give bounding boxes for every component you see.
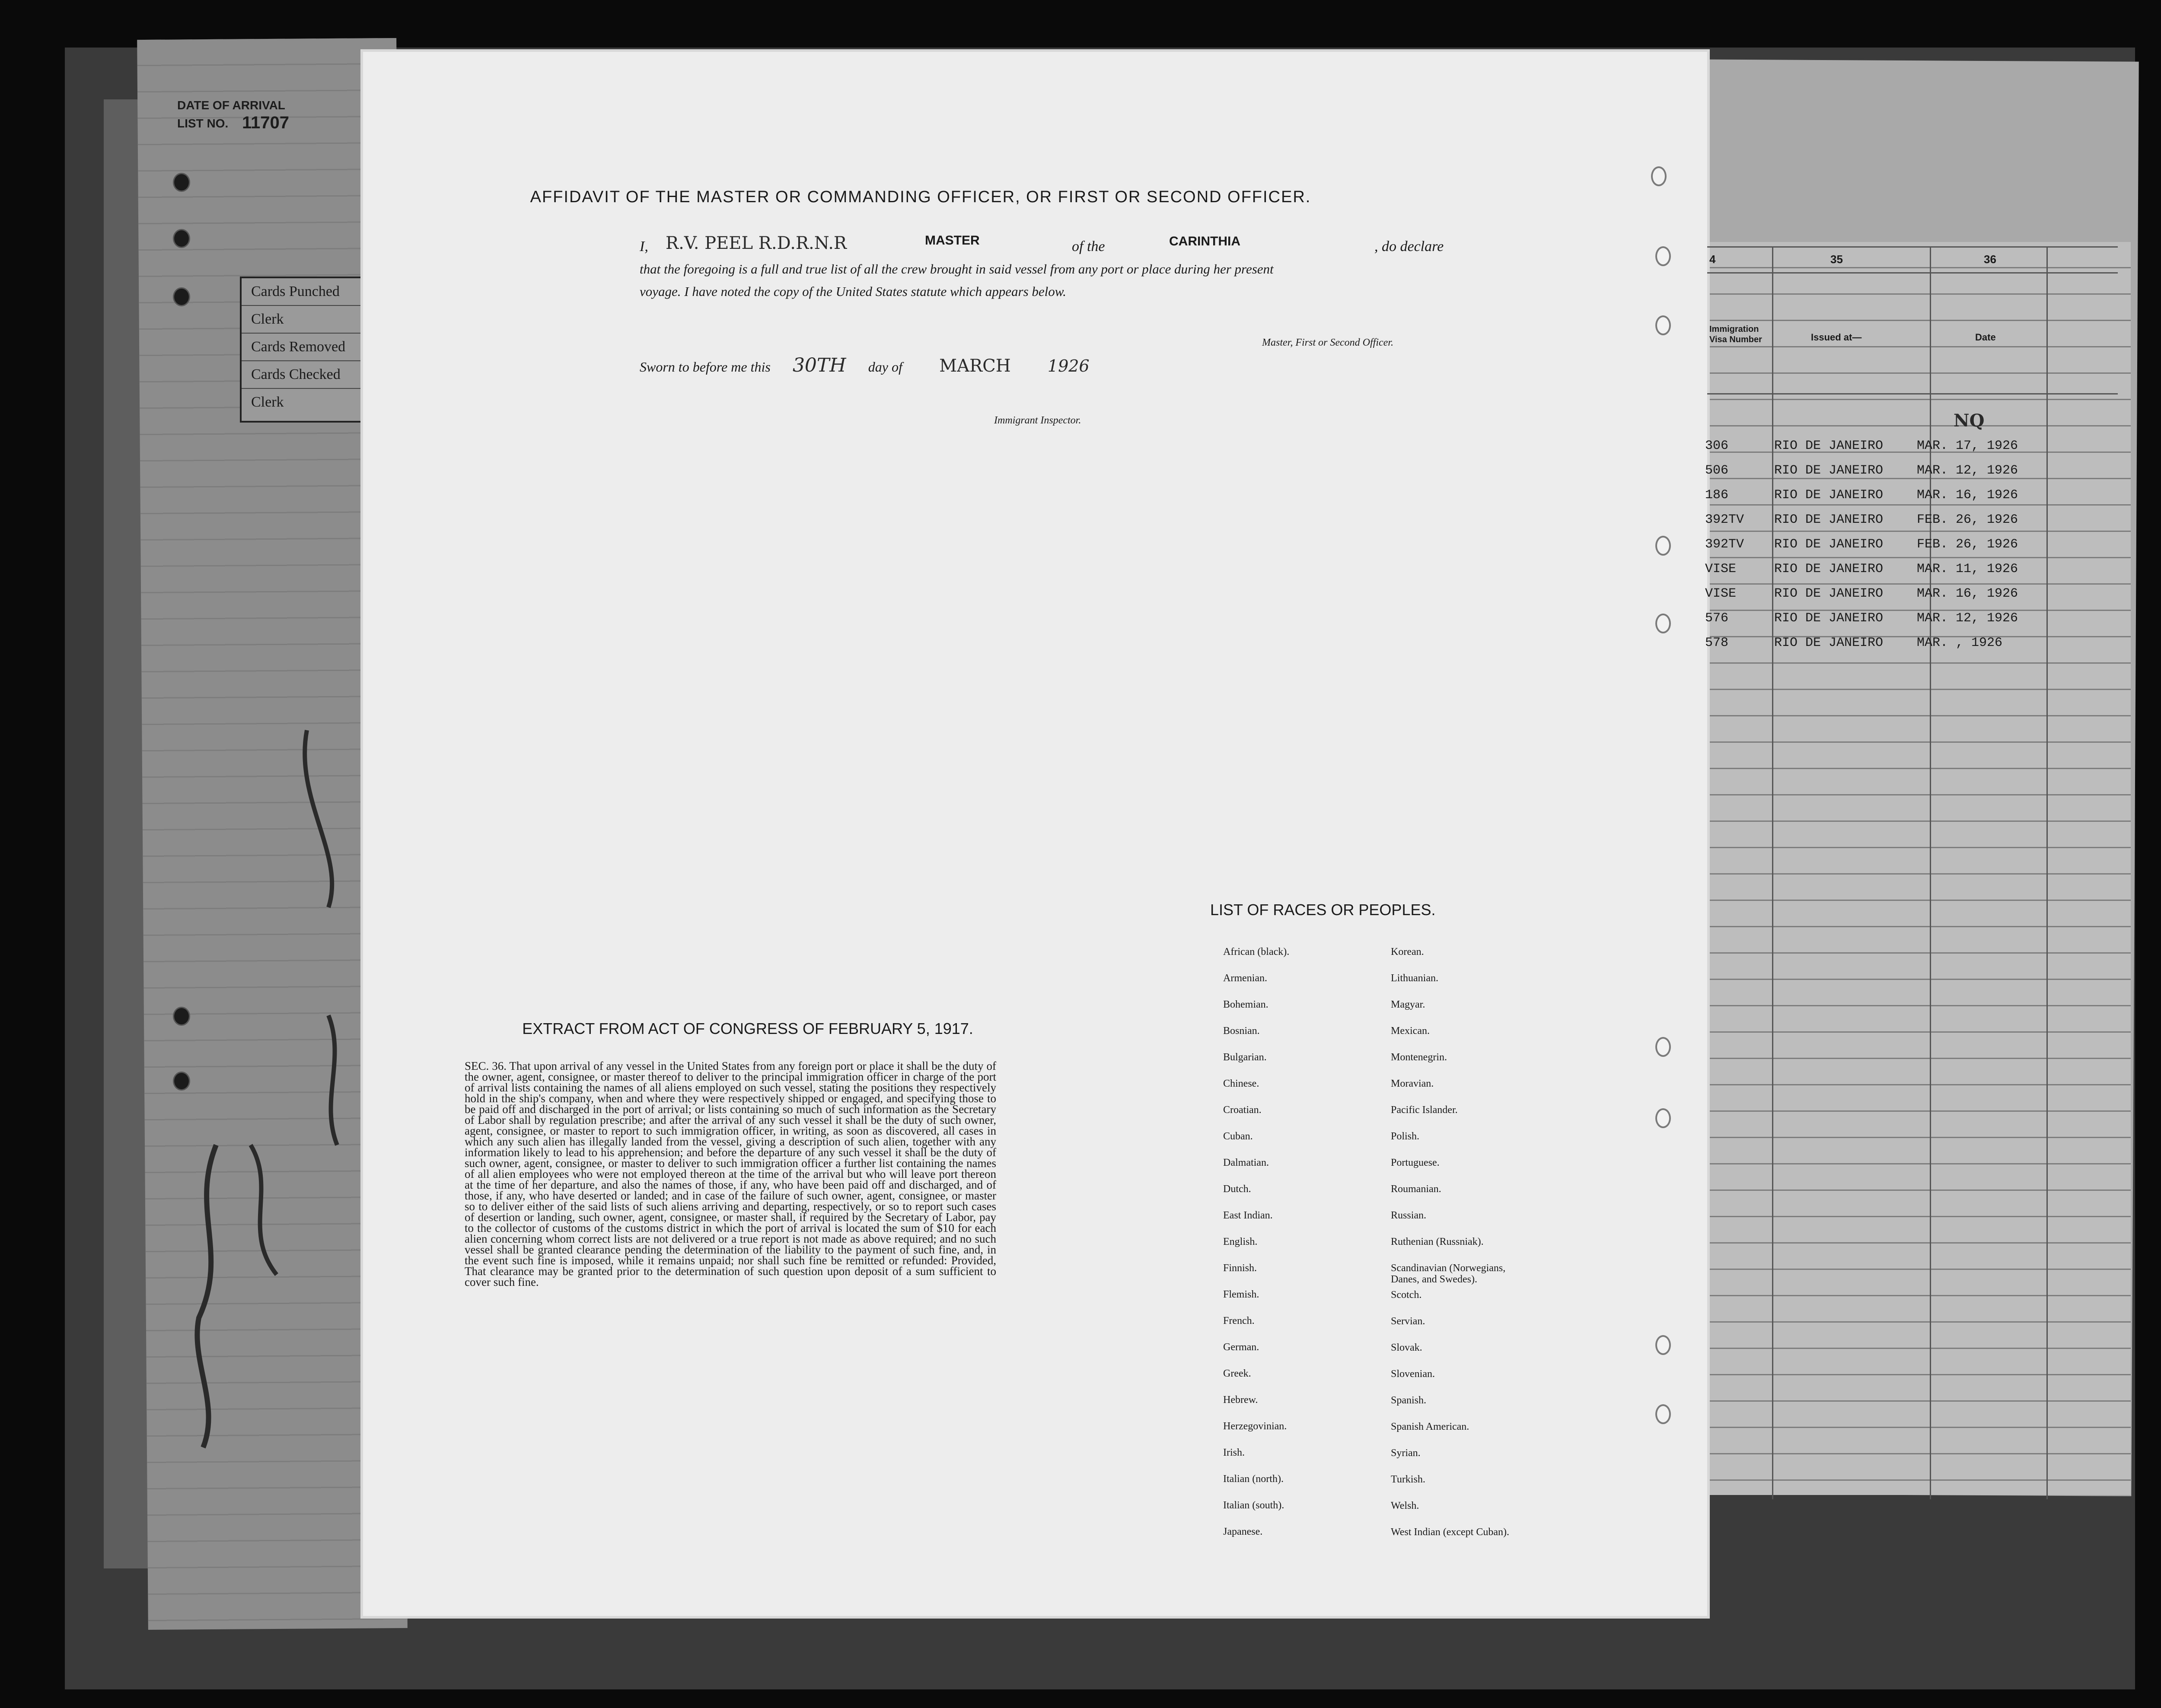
table-row [1705,562,2120,583]
table-cell-visa: 392TV [1705,512,1744,527]
declaration-line-3: voyage. I have noted the copy of the United States statute which appears below. [640,284,1066,299]
declaration-line-2: that the foregoing is a full and true list of all the crew brought in said vessel from any port or place during her present [640,261,1274,277]
declaration [640,235,1461,303]
column-header-visa: Immigration Visa Number [1709,324,1762,344]
race-item: Dalmatian. [1223,1157,1269,1168]
handwritten-scrawl [164,713,363,1469]
signature-caption: Master, First or Second Officer. [1262,337,1393,348]
master-stamp: MASTER [925,233,980,248]
race-item: Japanese. [1223,1526,1263,1537]
table-row [1705,537,2120,559]
punch-hole [1655,246,1671,266]
race-item: Spanish American. [1391,1421,1469,1432]
table-cell-date: MAR. 12, 1926 [1917,611,2018,626]
punch-hole [173,229,190,248]
race-item: Spanish. [1391,1395,1427,1406]
race-item: Scotch. [1391,1289,1422,1301]
table-row [1705,512,2120,534]
race-item: Polish. [1391,1131,1420,1142]
affidavit-title: AFFIDAVIT OF THE MASTER OR COMMANDING OFFICER, OR FIRST OR SECOND OFFICER. [530,188,1311,206]
punch-hole [1655,1108,1671,1128]
table-cell-issued-at: RIO DE JANEIRO [1774,611,1884,626]
inspector-caption: Immigrant Inspector. [994,415,1081,426]
punch-hole [1655,315,1671,335]
race-item: English. [1223,1236,1258,1247]
column-number: 36 [1984,253,1996,266]
race-item: Greek. [1223,1368,1251,1379]
race-item: Flemish. [1223,1289,1259,1300]
cards-box-line: Cards Removed [242,334,367,361]
sworn-line [640,354,1090,376]
table-row [1705,463,2120,485]
table-cell-date: MAR. 12, 1926 [1917,463,2018,478]
officer-name: R.V. PEEL R.D.R.N.R [666,233,847,253]
race-item: Magyar. [1391,999,1425,1010]
race-item: East Indian. [1223,1210,1273,1221]
extract-heading: EXTRACT FROM ACT OF CONGRESS OF FEBRUARY 5, 1917. [522,1020,973,1037]
race-item: Irish. [1223,1447,1245,1458]
race-item: Cuban. [1223,1131,1253,1142]
race-item: Italian (north). [1223,1473,1284,1485]
race-item: Dutch. [1223,1183,1251,1195]
do-declare-label: , do declare [1374,239,1444,254]
nq-annotation: NQ [1954,410,1985,431]
table-cell-date: MAR. , 1926 [1917,636,2003,650]
race-item: Armenian. [1223,973,1267,984]
cards-stamp-box [240,277,369,423]
cards-box-line: Clerk [251,394,284,410]
races-title: LIST OF RACES OR PEOPLES. [1210,901,1436,919]
table-cell-date: FEB. 26, 1926 [1917,512,2018,527]
list-no-label: LIST NO. [177,117,229,130]
date-of-arrival-label: DATE OF ARRIVAL [177,99,285,112]
race-item: Mexican. [1391,1025,1430,1037]
table-cell-date: MAR. 16, 1926 [1917,488,2018,503]
race-item: Bulgarian. [1223,1052,1267,1063]
race-item: Roumanian. [1391,1183,1441,1195]
sworn-day: 30TH [792,354,846,376]
cards-box-line: Cards Punched [242,278,367,306]
table-rule [1707,246,2118,248]
race-item: Pacific Islander. [1391,1104,1458,1116]
sworn-label: Sworn to before me this [640,359,771,375]
table-row [1705,611,2120,633]
punch-hole [173,287,190,306]
sworn-year: 1926 [1047,356,1090,375]
extract-body: SEC. 36. That upon arrival of any vessel in the United States from any foreign port or place it shall be the duty of the owner, agent, consignee, or master thereof to deliver to the principal immigration officer in charge of the port of arrival lists containing the names of all aliens employed on such vessel, stating the positions they respectively hold in the ship's company, when and where they were respectively shipped or engaged, and specifying those to be paid off and discharged in the port of arrival; or lists containing so much of such information as the Secretary of Labor shall by regulation prescribe; and after the arrival of any such vessel it shall be the duty of such owner, agent, consignee, or master to report to such immigration officer, in writing, as soon as discovered, all cases in which any such alien has illegally landed from the vessel, giving a description of such alien, together with any information likely to lead to his apprehension; and before the departure of any such vessel it shall be the duty of such owner, agent, consignee, or master to deliver to such immigration officer a further list containing the names of all alien employees who were not employed thereon at the time of the arrival but who will leave port thereon at the time of her departure, and also the names of those, if any, who have been paid off and discharged, and of those, if any, who have deserted or landed; and in case of the failure of such owner, agent, consignee, or master so to deliver either of the said lists of such aliens arriving and departing, respectively, or so to report such cases of desertion or landing, such owner, agent, consignee, or master shall, if required by the Secretary of Labor, pay to the collector of customs of the customs district in which the port of arrival is located the sum of $10 for each alien concerning whom correct lists are not delivered or a true report is not made as above required; and no such vessel shall be granted clearance pending the determination of the liability to the payment of such fine, and, in the event such fine is imposed, while it remains unpaid; nor shall such fine be remitted or refunded: Provided, That clearance may be granted prior to the determination of such question upon deposit of a sum sufficient to cover such fine. [465,1059,996,1288]
race-item: Chinese. [1223,1078,1259,1089]
race-item: Ruthenian (Russniak). [1391,1236,1484,1247]
table-cell-visa: 578 [1705,636,1729,650]
race-item: Moravian. [1391,1078,1434,1089]
table-column-rule [2046,246,2048,1499]
race-item: African (black). [1223,946,1290,957]
table-cell-issued-at: RIO DE JANEIRO [1774,636,1884,650]
punch-hole [173,1007,190,1026]
sworn-month: MARCH [939,356,1011,376]
right-sheet-ruled [1699,242,2131,1495]
table-row [1705,439,2120,460]
of-the-label: of the [1072,239,1105,254]
race-item: Slovenian. [1391,1368,1435,1380]
race-item: German. [1223,1342,1259,1353]
table-column-rule [1772,246,1773,1499]
punch-hole [1655,1335,1671,1355]
race-item: Portuguese. [1391,1157,1440,1168]
table-cell-issued-at: RIO DE JANEIRO [1774,537,1884,552]
table-cell-visa: 392TV [1705,537,1744,552]
table-cell-date: MAR. 11, 1926 [1917,562,2018,576]
punch-hole [173,173,190,192]
race-item: Syrian. [1391,1447,1421,1459]
i-label: I, [640,239,648,254]
table-cell-visa: VISE [1705,586,1737,601]
race-item: Bohemian. [1223,999,1269,1010]
race-item: Scandinavian (Norwegians, Danes, and Swedes). [1391,1263,1506,1285]
race-item: Korean. [1391,946,1424,957]
table-cell-issued-at: RIO DE JANEIRO [1774,488,1884,503]
table-rule [1707,393,2118,394]
races-column-1 [1223,946,1370,1552]
punch-hole [173,1072,190,1091]
cards-box-line: Cards Checked [242,361,367,389]
race-item: Finnish. [1223,1263,1257,1274]
race-item: Slovak. [1391,1342,1422,1353]
punch-hole [1655,1404,1671,1424]
race-item: French. [1223,1315,1255,1326]
table-cell-visa: 506 [1705,463,1729,478]
race-item: Lithuanian. [1391,973,1438,984]
table-cell-date: MAR. 16, 1926 [1917,586,2018,601]
punch-hole [1651,166,1667,186]
race-item: Croatian. [1223,1104,1262,1116]
race-item: Turkish. [1391,1474,1425,1485]
table-cell-issued-at: RIO DE JANEIRO [1774,439,1884,453]
table-cell-visa: VISE [1705,562,1737,576]
race-item: Russian. [1391,1210,1427,1221]
column-number: 35 [1830,253,1843,266]
table-cell-visa: 186 [1705,488,1729,503]
race-item: Italian (south). [1223,1500,1284,1511]
punch-hole [1655,1037,1671,1057]
column-header-issued-at: Issued at— [1811,332,1862,343]
table-column-rule [1930,246,1931,1499]
table-cell-issued-at: RIO DE JANEIRO [1774,562,1884,576]
day-of-label: day of [868,359,902,375]
column-number: 4 [1709,253,1716,266]
table-row [1705,586,2120,608]
table-rule [1707,272,2118,274]
table-row [1705,636,2120,657]
punch-hole [1655,614,1671,633]
table-cell-visa: 306 [1705,439,1729,453]
vessel-name: CARINTHIA [1169,234,1240,248]
cards-box-line: Clerk [242,306,367,334]
table-cell-date: MAR. 17, 1926 [1917,439,2018,453]
race-item: Servian. [1391,1316,1425,1327]
table-cell-issued-at: RIO DE JANEIRO [1774,586,1884,601]
table-cell-issued-at: RIO DE JANEIRO [1774,463,1884,478]
table-cell-visa: 576 [1705,611,1729,626]
punch-hole [1655,536,1671,556]
race-item: Herzegovinian. [1223,1421,1287,1432]
race-item: West Indian (except Cuban). [1391,1527,1509,1538]
column-header-date: Date [1975,332,1996,343]
race-item: Welsh. [1391,1500,1419,1511]
race-item: Bosnian. [1223,1025,1260,1037]
race-item: Montenegrin. [1391,1052,1447,1063]
races-column-2 [1391,946,1572,1553]
table-cell-issued-at: RIO DE JANEIRO [1774,512,1884,527]
list-no-value: 11707 [242,113,290,132]
declaration-line-1 [640,235,1461,258]
table-cell-date: FEB. 26, 1926 [1917,537,2018,552]
race-item: Hebrew. [1223,1394,1258,1406]
table-row [1705,488,2120,509]
